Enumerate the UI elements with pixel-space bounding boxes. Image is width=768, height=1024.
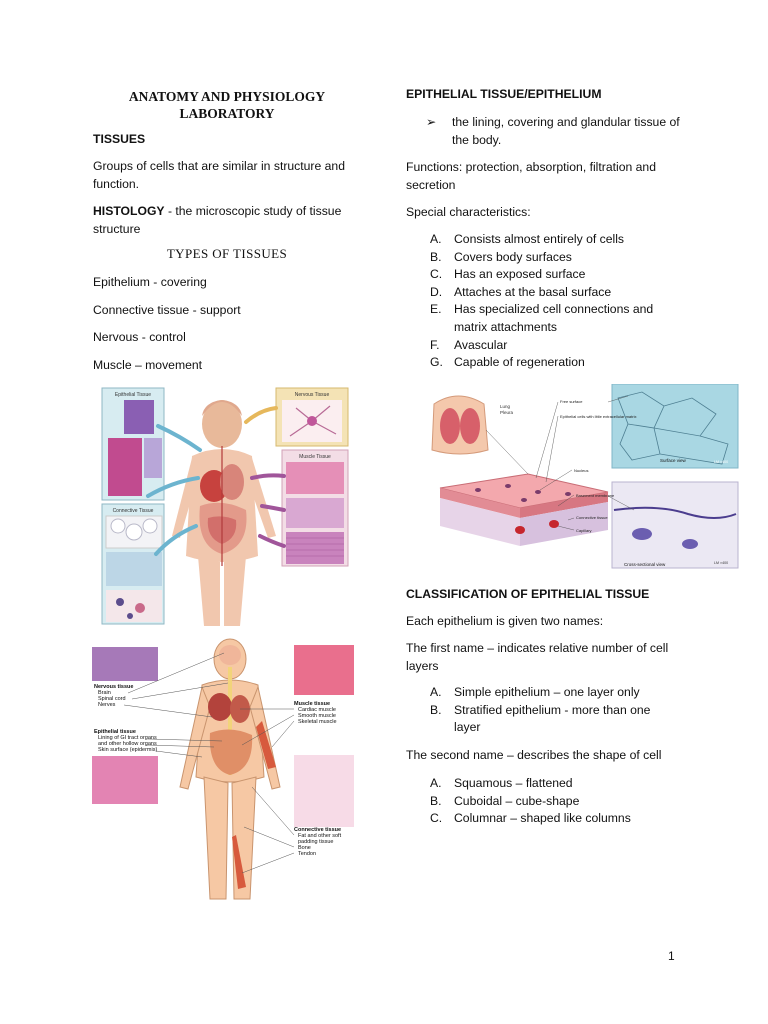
type-epithelium: Epithelium - covering — [93, 275, 207, 289]
epithelial-item-2: and other hollow organs — [98, 741, 157, 747]
connective-item-2: padding tissue — [298, 839, 334, 845]
connective-tissue-label: Connective tissue — [576, 515, 608, 520]
tissues-definition: Groups of cells that are similar in structure and function. — [93, 159, 345, 191]
list-item: B. Stratified epithelium - more than one layer — [430, 702, 651, 735]
nervous-item-brain: Brain — [98, 690, 111, 696]
epithelial-micrograph — [92, 756, 158, 804]
shapes-list — [406, 775, 736, 828]
connective-micrograph — [294, 755, 354, 827]
muscle-item-smooth: Smooth muscle — [298, 713, 336, 719]
epithelial-item-3: Skin surface (epidermis) — [98, 747, 158, 753]
epithelial-micrograph-2 — [108, 438, 142, 496]
epithelial-cells-label: Epithelial cells with little extracellular matrix — [560, 414, 637, 419]
cross-section-label: Cross-sectional view — [624, 562, 666, 567]
first-name-text: The first name – indicates relative number of cell layers — [406, 641, 669, 673]
skeletal-micrograph — [286, 532, 344, 564]
nervous-tissue-title: Nervous tissue — [94, 684, 134, 690]
torso-lungs-illustration — [432, 396, 488, 454]
title-line-2: LABORATORY — [179, 106, 275, 121]
cross-section-micrograph — [612, 482, 738, 568]
list-item: C. Has an exposed surface — [430, 267, 586, 282]
list-item: B. Covers body surfaces — [430, 249, 572, 264]
cartilage-micrograph — [106, 552, 162, 586]
type-connective: Connective tissue - support — [93, 303, 241, 317]
connective-panel-label: Connective Tissue — [112, 508, 154, 514]
muscle-item-cardiac: Cardiac muscle — [298, 707, 336, 713]
page-number: 1 — [668, 949, 675, 963]
tissue-types-figure — [100, 386, 350, 626]
list-item: A. Simple epithelium – one layer only — [430, 685, 640, 699]
histology-definition — [93, 202, 365, 238]
connective-item-bone: Bone — [298, 845, 311, 851]
epithelial-definition: the lining, covering and glandular tissue of the body. — [452, 115, 680, 147]
epithelial-tissue-title: Epithelial tissue — [94, 729, 136, 735]
lung-label: Lung — [500, 404, 511, 409]
nervous-panel-label: Nervous Tissue — [294, 392, 330, 398]
list-item: C. Columnar – shaped like columns — [430, 811, 631, 826]
page-title — [93, 88, 361, 122]
list-item: G. Capable of regeneration — [430, 355, 585, 370]
list-item: E. Has specialized cell connections and matrix attachments — [430, 302, 654, 334]
characteristics-list — [406, 231, 736, 372]
arrow-bullet-icon: ➢ — [426, 115, 437, 129]
left-column — [93, 86, 363, 372]
epithelial-panel-label: Epithelial Tissue — [114, 392, 152, 398]
muscle-panel-label: Muscle Tissue — [299, 454, 331, 460]
nervous-micrograph — [92, 647, 158, 681]
cardiac-micrograph — [286, 462, 344, 494]
muscle-micrograph — [294, 645, 354, 695]
type-nervous: Nervous - control — [93, 330, 186, 344]
each-named-text: Each epithelium is given two names: — [406, 614, 604, 628]
title-line-1: ANATOMY AND PHYSIOLOGY — [128, 89, 326, 104]
surface-lm-tag: LM ×400 — [714, 460, 729, 464]
epithelial-item-1: Lining of GI tract organs — [98, 735, 157, 741]
epithelial-micrograph-3 — [144, 438, 162, 478]
surface-view-label: Surface view — [660, 458, 686, 463]
tissue-locations-figure — [92, 637, 354, 907]
surface-view-micrograph — [612, 384, 738, 468]
connective-tissue-title: Connective tissue — [294, 827, 342, 833]
connective-item-1: Fat and other soft — [298, 833, 342, 839]
functions-text: Functions: protection, absorption, filtration and secretion — [406, 160, 656, 192]
capillary-label: Capillary — [576, 528, 592, 533]
histology-text: - the microscopic study of tissue structure — [93, 204, 342, 236]
nervous-item-spinal-cord: Spinal cord — [98, 696, 126, 702]
free-surface-label: Free surface — [560, 399, 583, 404]
basement-membrane-label: Basement membrane — [576, 493, 615, 498]
epithelial-bullet — [406, 114, 736, 149]
type-muscle: Muscle – movement — [93, 358, 203, 372]
histology-term: HISTOLOGY — [93, 204, 165, 218]
layers-list — [406, 684, 736, 737]
epithelial-micrograph-1 — [124, 400, 154, 434]
list-item: F. Avascular — [430, 337, 508, 352]
list-item: A. Squamous – flattened — [430, 776, 573, 790]
epithelium-diagram — [428, 384, 740, 570]
muscle-item-skeletal: Skeletal muscle — [298, 719, 337, 725]
epithelial-heading: EPITHELIAL TISSUE/EPITHELIUM — [406, 87, 602, 101]
cross-lm-tag: LM ×400 — [714, 561, 729, 565]
muscle-tissue-title: Muscle tissue — [294, 701, 331, 707]
smooth-micrograph — [286, 498, 344, 528]
special-characteristics-heading: Special characteristics: — [406, 205, 531, 219]
types-heading: TYPES OF TISSUES — [166, 246, 288, 261]
nervous-item-nerves: Nerves — [98, 702, 116, 708]
blood-micrograph — [106, 590, 162, 622]
list-item: B. Cuboidal – cube-shape — [430, 793, 580, 808]
connective-item-tendon: Tendon — [298, 851, 317, 857]
second-name-text: The second name – describes the shape of cell — [406, 748, 662, 762]
pleura-label: Pleura — [500, 410, 514, 415]
list-item: D. Attaches at the basal surface — [430, 284, 612, 299]
nucleus-label: Nucleus — [574, 468, 589, 473]
classification-heading: CLASSIFICATION OF EPITHELIAL TISSUE — [406, 587, 650, 601]
list-item: A. Consists almost entirely of cells — [430, 232, 625, 246]
tissues-heading: TISSUES — [93, 132, 146, 146]
